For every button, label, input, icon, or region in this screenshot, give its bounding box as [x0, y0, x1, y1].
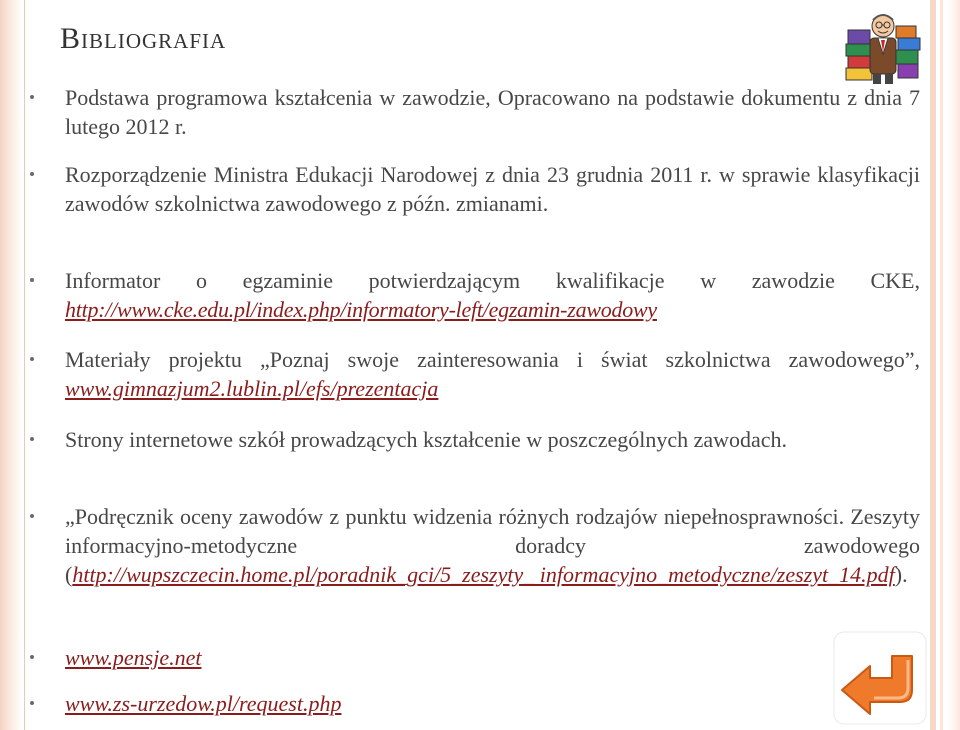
- bibliography-suffix: ).: [894, 562, 908, 587]
- teacher-with-books-icon: [842, 8, 924, 88]
- bullet: [30, 357, 34, 361]
- bibliography-text: Materiały projektu „Poznaj swoje zainteresowania i świat szkolnictwa zawodowego”,: [65, 347, 920, 372]
- wupszczecin-link[interactable]: http://wupszczecin.home.pl/poradnik_gci/5_zeszyty_ informacyjno_metodyczne/zeszyt_14.pdf: [72, 562, 895, 587]
- left-decorative-bar: [0, 0, 22, 730]
- page-title: Bibliografia: [60, 22, 227, 55]
- back-arrow-icon: [834, 632, 926, 724]
- right-decorative-stripe: [940, 0, 943, 730]
- bibliography-text: Rozporządzenie Ministra Edukacji Narodowej z dnia 23 grudnia 2011 r. w sprawie klasyfikacji zawodów szkolnictwa zawodowego z późn. zmianami.: [65, 162, 920, 216]
- bullet: [30, 278, 34, 282]
- bibliography-item: [30, 502, 920, 589]
- bibliography-entry: [65, 345, 920, 403]
- left-decorative-line: [24, 0, 25, 730]
- bibliography-item: [30, 425, 920, 454]
- pensje-link[interactable]: www.pensje.net: [65, 645, 202, 670]
- gimnazjum-link[interactable]: www.gimnazjum2.lublin.pl/efs/prezentacja: [65, 376, 439, 401]
- bullet: [30, 655, 34, 659]
- bibliography-entry: [65, 502, 920, 589]
- bullet: [30, 701, 34, 705]
- bullet: [30, 95, 34, 99]
- bibliography-entry: [65, 643, 920, 672]
- zs-urzedow-link[interactable]: www.zs-urzedow.pl/request.php: [65, 691, 342, 716]
- right-decorative-stripe: [948, 0, 960, 730]
- bibliography-item: [30, 345, 920, 403]
- bibliography-text: Informator o egzaminie potwierdzającym kwalifikacje w zawodzie CKE,: [65, 268, 920, 293]
- bibliography-item: [30, 266, 920, 324]
- back-button[interactable]: [830, 628, 930, 728]
- bibliography-text: „Podręcznik oceny zawodów z punktu widzenia różnych rodzajów niepełnosprawności. Zeszyty informacyjno-metodyczne doradcy zawodowego (: [65, 504, 920, 587]
- bibliography-item: [30, 83, 920, 141]
- bibliography-item: [30, 689, 920, 718]
- bibliography-entry: [65, 689, 920, 718]
- bullet: [30, 514, 34, 518]
- bibliography-text: Podstawa programowa kształcenia w zawodzie, Opracowano na podstawie dokumentu z dnia 7 lutego 2012 r.: [65, 85, 920, 139]
- bullet: [30, 437, 34, 441]
- bibliography-text: Strony internetowe szkół prowadzących kształcenie w poszczególnych zawodach.: [65, 427, 788, 452]
- right-decorative-stripe: [930, 0, 936, 730]
- bibliography-entry: [65, 266, 920, 324]
- bibliography-item: [30, 160, 920, 218]
- bibliography-item: [30, 643, 920, 672]
- cke-link[interactable]: http://www.cke.edu.pl/index.php/informatory-left/egzamin-zawodowy: [65, 297, 657, 322]
- bullet: [30, 172, 34, 176]
